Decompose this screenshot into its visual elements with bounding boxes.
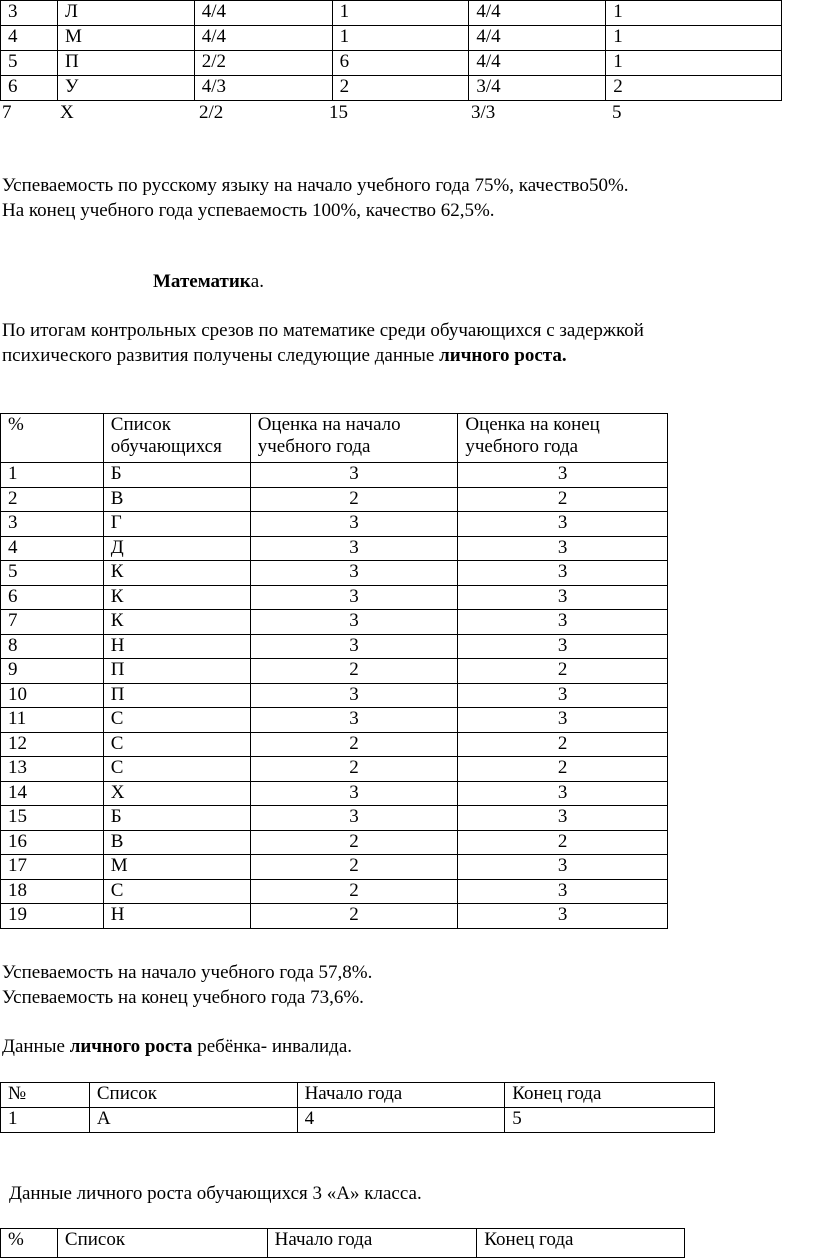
table-cell: 2 xyxy=(250,904,458,929)
table-cell: 4/4 xyxy=(194,1,332,26)
table-cell: 3 xyxy=(458,781,668,806)
table-cell: П xyxy=(57,51,194,76)
table-cell: Б xyxy=(103,463,250,488)
table-cell: Л xyxy=(57,1,194,26)
overflow-cell: 7 xyxy=(2,102,12,123)
table-cell: 13 xyxy=(1,757,104,782)
class3a-table xyxy=(0,1228,685,1258)
table-cell: 6 xyxy=(1,76,58,101)
table-cell: 3 xyxy=(1,1,58,26)
table-cell: 2 xyxy=(458,732,668,757)
disabled-col-header: Список xyxy=(89,1083,297,1108)
class3a-table-header-row xyxy=(1,1229,685,1258)
math-col-header: Оценка на конец учебного года xyxy=(458,414,668,463)
table-cell: А xyxy=(89,1108,297,1133)
table-cell: 2 xyxy=(250,855,458,880)
table-cell: 19 xyxy=(1,904,104,929)
table-cell: 3 xyxy=(458,610,668,635)
table-row xyxy=(1,830,668,855)
overflow-cell: 3/3 xyxy=(471,102,496,123)
table-cell: 3 xyxy=(250,634,458,659)
russian-line-1: Успеваемость по русскому языку на начало учебного года 75%, качество50%. xyxy=(2,175,629,196)
table-row xyxy=(1,781,668,806)
table-cell: 3 xyxy=(458,634,668,659)
table-cell: С xyxy=(103,757,250,782)
table-cell: 3 xyxy=(458,683,668,708)
table-row xyxy=(1,879,668,904)
table-cell: 17 xyxy=(1,855,104,880)
table-cell: 1 xyxy=(1,1108,90,1133)
top-table xyxy=(0,0,782,101)
table-row xyxy=(1,683,668,708)
table-cell: 3 xyxy=(1,512,104,537)
table-cell: В xyxy=(103,487,250,512)
table-cell: С xyxy=(103,732,250,757)
disabled-col-header: № xyxy=(1,1083,90,1108)
math-intro-line-1: По итогам контрольных срезов по математике среди обучающихся с задержкой xyxy=(2,320,644,341)
table-cell: В xyxy=(103,830,250,855)
table-cell: 3 xyxy=(250,561,458,586)
table-cell: Н xyxy=(103,904,250,929)
table-cell: 2 xyxy=(250,830,458,855)
table-cell: 12 xyxy=(1,732,104,757)
disabled-table xyxy=(0,1082,715,1133)
table-cell: Н xyxy=(103,634,250,659)
table-cell: 4 xyxy=(1,536,104,561)
table-row xyxy=(1,708,668,733)
table-cell: 9 xyxy=(1,659,104,684)
table-cell: М xyxy=(57,26,194,51)
table-row xyxy=(1,512,668,537)
disabled-caption-prefix: Данные xyxy=(2,1036,70,1057)
table-cell: Х xyxy=(103,781,250,806)
table-row xyxy=(1,76,782,101)
table-row xyxy=(1,806,668,831)
table-cell: 2 xyxy=(250,732,458,757)
overflow-cell: 2/2 xyxy=(199,102,224,123)
table-cell: 1 xyxy=(606,26,782,51)
table-row xyxy=(1,757,668,782)
table-cell: 3 xyxy=(250,536,458,561)
table-cell: 2/2 xyxy=(194,51,332,76)
russian-line-2: На конец учебного года успеваемость 100%, качество 62,5%. xyxy=(2,200,495,221)
table-cell: 2 xyxy=(250,757,458,782)
table-cell: 3 xyxy=(458,904,668,929)
table-cell: 1 xyxy=(332,26,469,51)
table-cell: 15 xyxy=(1,806,104,831)
table-cell: 2 xyxy=(332,76,469,101)
result-start: Успеваемость на начало учебного года 57,8%. xyxy=(2,962,373,983)
math-intro-bold: личного роста. xyxy=(439,345,567,366)
table-cell: 3 xyxy=(458,855,668,880)
math-col-header: % xyxy=(1,414,104,463)
overflow-cell: 5 xyxy=(612,102,622,123)
table-cell: 1 xyxy=(1,463,104,488)
table-cell: 3 xyxy=(458,806,668,831)
class3a-col-header: Начало года xyxy=(267,1229,477,1258)
math-col-header: Оценка на начало учебного года xyxy=(250,414,458,463)
table-row xyxy=(1,732,668,757)
table-cell: 14 xyxy=(1,781,104,806)
class3a-col-header: Конец года xyxy=(477,1229,685,1258)
table-row xyxy=(1,51,782,76)
table-cell: 16 xyxy=(1,830,104,855)
table-cell: 2 xyxy=(250,487,458,512)
table-cell: 4/4 xyxy=(194,26,332,51)
table-cell: 3 xyxy=(458,879,668,904)
table-cell: 3 xyxy=(458,536,668,561)
table-cell: 11 xyxy=(1,708,104,733)
table-cell: 2 xyxy=(458,830,668,855)
table-cell: 3 xyxy=(250,683,458,708)
table-cell: 2 xyxy=(458,757,668,782)
table-cell: 2 xyxy=(250,879,458,904)
disabled-col-header: Начало года xyxy=(297,1083,505,1108)
table-row xyxy=(1,634,668,659)
table-row xyxy=(1,610,668,635)
table-cell: 5 xyxy=(1,561,104,586)
table-cell: 4 xyxy=(1,26,58,51)
table-cell: 6 xyxy=(1,585,104,610)
disabled-col-header: Конец года xyxy=(505,1083,715,1108)
table-cell: 1 xyxy=(332,1,469,26)
math-heading-bold: Математик xyxy=(153,271,251,292)
class3a-caption: Данные личного роста обучающихся 3 «А» класса. xyxy=(9,1183,422,1204)
table-cell: С xyxy=(103,879,250,904)
table-cell: 2 xyxy=(1,487,104,512)
table-cell: 2 xyxy=(606,76,782,101)
table-cell: 3 xyxy=(250,781,458,806)
disabled-caption-suffix: ребёнка- инвалида. xyxy=(192,1036,352,1057)
disabled-caption xyxy=(2,1036,352,1058)
math-intro-prefix: психического развития получены следующие данные xyxy=(2,345,440,366)
table-cell: 2 xyxy=(458,659,668,684)
table-row xyxy=(1,659,668,684)
table-cell: 4 xyxy=(297,1108,505,1133)
table-cell: Б xyxy=(103,806,250,831)
table-cell: К xyxy=(103,610,250,635)
table-cell: 5 xyxy=(505,1108,715,1133)
table-cell: 8 xyxy=(1,634,104,659)
table-cell: К xyxy=(103,561,250,586)
table-cell: 18 xyxy=(1,879,104,904)
table-row xyxy=(1,904,668,929)
table-cell: 5 xyxy=(1,51,58,76)
table-cell: М xyxy=(103,855,250,880)
table-cell: 1 xyxy=(606,1,782,26)
table-cell: П xyxy=(103,659,250,684)
table-cell: 3 xyxy=(250,708,458,733)
disabled-caption-bold: личного роста xyxy=(69,1036,193,1057)
table-cell: 3 xyxy=(458,512,668,537)
table-cell: 10 xyxy=(1,683,104,708)
table-cell: 7 xyxy=(1,610,104,635)
table-cell: С xyxy=(103,708,250,733)
math-heading-tail: а. xyxy=(250,271,264,292)
table-cell: Г xyxy=(103,512,250,537)
table-cell: 4/3 xyxy=(194,76,332,101)
math-table-header-row xyxy=(1,414,668,463)
table-cell: 3 xyxy=(250,806,458,831)
result-end: Успеваемость на конец учебного года 73,6%. xyxy=(2,987,364,1008)
table-cell: 3 xyxy=(458,463,668,488)
overflow-cell: 15 xyxy=(329,102,348,123)
table-cell: 3 xyxy=(250,512,458,537)
table-cell: 4/4 xyxy=(469,26,606,51)
table-cell: 3 xyxy=(458,561,668,586)
table-row xyxy=(1,487,668,512)
table-row xyxy=(1,463,668,488)
table-cell: 3 xyxy=(458,585,668,610)
table-cell: 3 xyxy=(458,708,668,733)
math-col-header: Список обучающихся xyxy=(103,414,250,463)
table-row xyxy=(1,855,668,880)
table-cell: 1 xyxy=(606,51,782,76)
table-cell: Д xyxy=(103,536,250,561)
table-cell: У xyxy=(57,76,194,101)
table-cell: 4/4 xyxy=(469,1,606,26)
table-cell: 3/4 xyxy=(469,76,606,101)
math-intro-line-2 xyxy=(2,345,567,367)
table-cell: 6 xyxy=(332,51,469,76)
class3a-col-header: Список xyxy=(57,1229,267,1258)
table-cell: 3 xyxy=(250,610,458,635)
table-cell: 3 xyxy=(250,585,458,610)
table-row xyxy=(1,1,782,26)
math-heading xyxy=(153,271,264,293)
table-cell: 3 xyxy=(250,463,458,488)
disabled-table-header-row xyxy=(1,1083,715,1108)
table-cell: 2 xyxy=(250,659,458,684)
table-row xyxy=(1,561,668,586)
table-row xyxy=(1,585,668,610)
table-cell: 4/4 xyxy=(469,51,606,76)
table-row xyxy=(1,536,668,561)
class3a-col-header: % xyxy=(1,1229,58,1258)
table-cell: 2 xyxy=(458,487,668,512)
table-row xyxy=(1,1108,715,1133)
overflow-cell: Х xyxy=(60,102,74,123)
table-cell: П xyxy=(103,683,250,708)
table-cell: К xyxy=(103,585,250,610)
table-row xyxy=(1,26,782,51)
math-table xyxy=(0,413,668,929)
